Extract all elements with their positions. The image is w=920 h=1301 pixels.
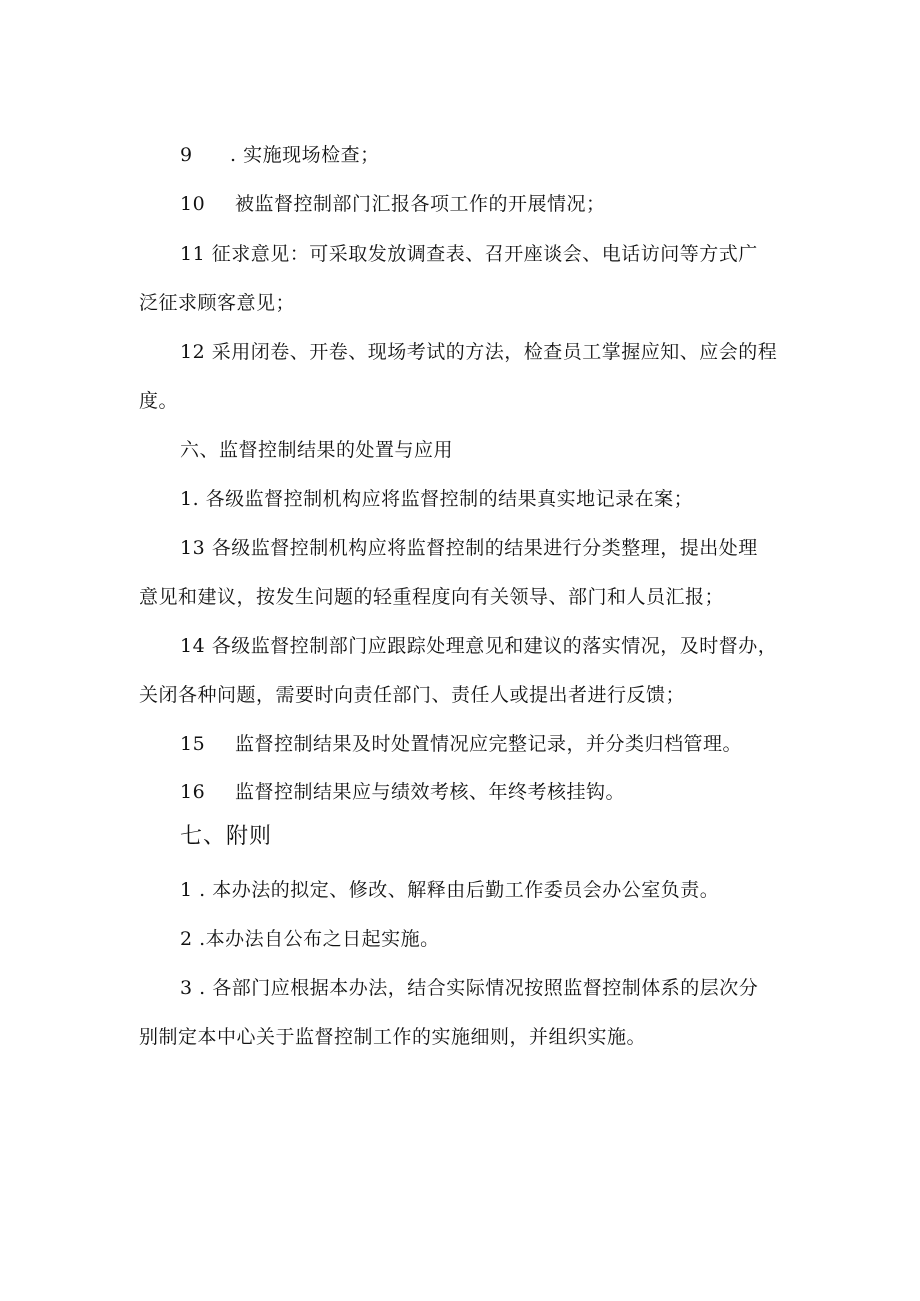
- item-9: [180, 143, 380, 167]
- item-12-line-2: 度。: [139, 390, 179, 412]
- item-text: 被监督控制部门汇报各项工作的开展情况；: [235, 193, 606, 215]
- section-7-item-1: 1 . 本办法的拟定、修改、解释由后勤工作委员会办公室负责。: [180, 879, 720, 901]
- item-text: . 实施现场检查；: [230, 144, 380, 166]
- item-text: 监督控制结果及时处置情况应完整记录，并分类归档管理。: [235, 733, 743, 755]
- item-text: 监督控制结果应与绩效考核、年终考核挂钩。: [235, 781, 626, 803]
- section-6-item-1: 1. 各级监督控制机构应将监督控制的结果真实地记录在案；: [180, 488, 694, 510]
- item-number: 15: [180, 733, 206, 755]
- item-15: [180, 732, 742, 756]
- item-11-line-1: 11 征求意见：可采取发放调查表、召开座谈会、电话访问等方式广: [180, 243, 758, 265]
- item-13-line-1: 13 各级监督控制机构应将监督控制的结果进行分类整理，提出处理: [180, 537, 758, 559]
- item-12-line-1: 12 采用闭卷、开卷、现场考试的方法，检查员工掌握应知、应会的程: [180, 341, 778, 363]
- section-6-heading: 六、监督控制结果的处置与应用: [180, 439, 454, 461]
- item-number: 16: [180, 781, 206, 803]
- section-7-item-3-line-2: 别制定本中心关于监督控制工作的实施细则，并组织实施。: [139, 1026, 647, 1048]
- item-13-line-2: 意见和建议，按发生问题的轻重程度向有关领导、部门和人员汇报；: [139, 586, 725, 608]
- item-number: 9: [180, 144, 193, 166]
- item-number: 10: [180, 193, 206, 215]
- item-11-line-2: 泛征求顾客意见；: [139, 292, 296, 314]
- section-7-item-2: 2 .本办法自公布之日起实施。: [180, 928, 440, 950]
- item-14-line-2: 关闭各种问题，需要时向责任部门、责任人或提出者进行反馈；: [139, 684, 686, 706]
- section-7-heading: 七、附则: [180, 824, 273, 849]
- section-7-item-3-line-1: 3 . 各部门应根据本办法，结合实际情况按照监督控制体系的层次分: [180, 977, 759, 999]
- item-14-line-1: 14 各级监督控制部门应跟踪处理意见和建议的落实情况，及时督办，: [180, 635, 778, 657]
- item-10: [180, 192, 606, 216]
- item-16: [180, 780, 625, 804]
